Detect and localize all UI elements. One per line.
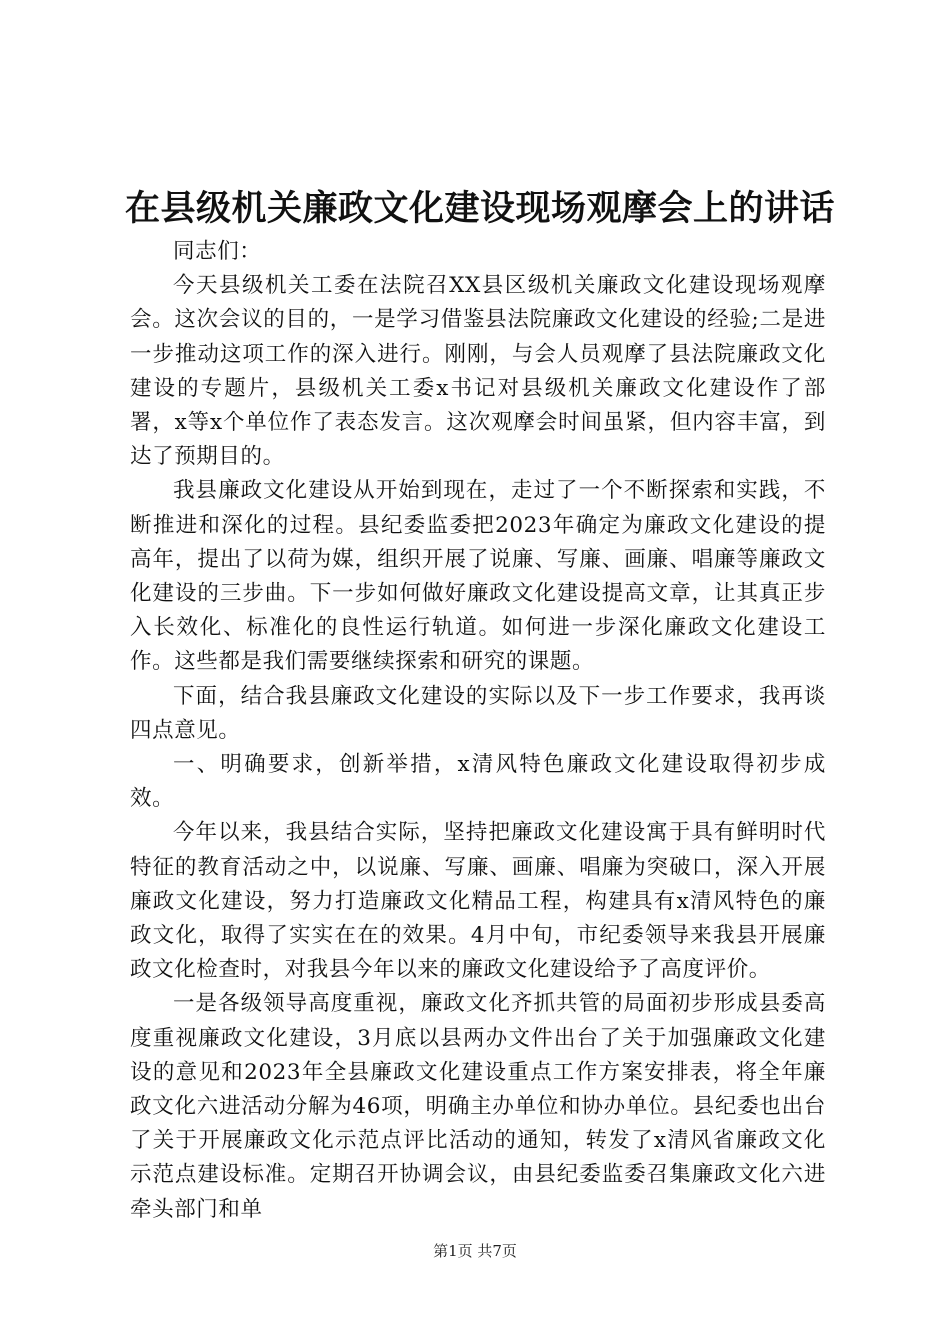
page-title: 在县级机关廉政文化建设现场观摩会上的讲话 (124, 188, 835, 229)
page-number-footer: 第1页 共7页 (433, 1242, 517, 1260)
paragraph-2: 我县廉政文化建设从开始到现在，走过了一个不断探索和实践，不断推进和深化的过程。县纪委监委把2023年确定为廉政文化建设的提高年，提出了以荷为媒，组织开展了说廉、写廉、画廉、唱廉等廉政文化建设的三步曲。下一步如何做好廉政文化建设提高文章，让其真正步入长效化、标准化的良性运行轨道。如何进一步深化廉政文化建设工作。这些都是我们需要继续探索和研究的课题。 (130, 478, 826, 675)
paragraph-3: 下面，结合我县廉政文化建设的实际以及下一步工作要求，我再谈四点意见。 (130, 683, 826, 743)
section-heading-1: 一、明确要求，创新举措，x清风特色廉政文化建设取得初步成效。 (130, 752, 826, 812)
paragraph-1: 今天县级机关工委在法院召XX县区级机关廉政文化建设现场观摩会。这次会议的目的，一是学习借鉴县法院廉政文化建设的经验;二是进一步推动这项工作的深入进行。刚刚，与会人员观摩了县法院廉政文化建设的专题片，县级机关工委x书记对县级机关廉政文化建设作了部署，x等x个单位作了表态发言。这次观摩会时间虽紧，但内容丰富，到达了预期目的。 (130, 273, 826, 470)
salutation: 同志们： (173, 239, 262, 264)
paragraph-4: 今年以来，我县结合实际，坚持把廉政文化建设寓于具有鲜明时代特征的教育活动之中，以说廉、写廉、画廉、唱廉为突破口，深入开展廉政文化建设，努力打造廉政文化精品工程，构建具有x清风特色的廉政文化，取得了实实在在的效果。4月中旬，市纪委领导来我县开展廉政文化检查时，对我县今年以来的廉政文化建设给予了高度评价。 (130, 820, 826, 983)
document-body (130, 235, 826, 1227)
paragraph-5: 一是各级领导高度重视，廉政文化齐抓共管的局面初步形成县委高度重视廉政文化建设，3月底以县两办文件出台了关于加强廉政文化建设的意见和2023年全县廉政文化建设重点工作方案安排表，将全年廉政文化六进活动分解为46项，明确主办单位和协办单位。县纪委也出台了关于开展廉政文化示范点评比活动的通知，转发了x清风省廉政文化示范点建设标准。定期召开协调会议，由县纪委监委召集廉政文化六进牵头部门和单 (130, 991, 826, 1222)
